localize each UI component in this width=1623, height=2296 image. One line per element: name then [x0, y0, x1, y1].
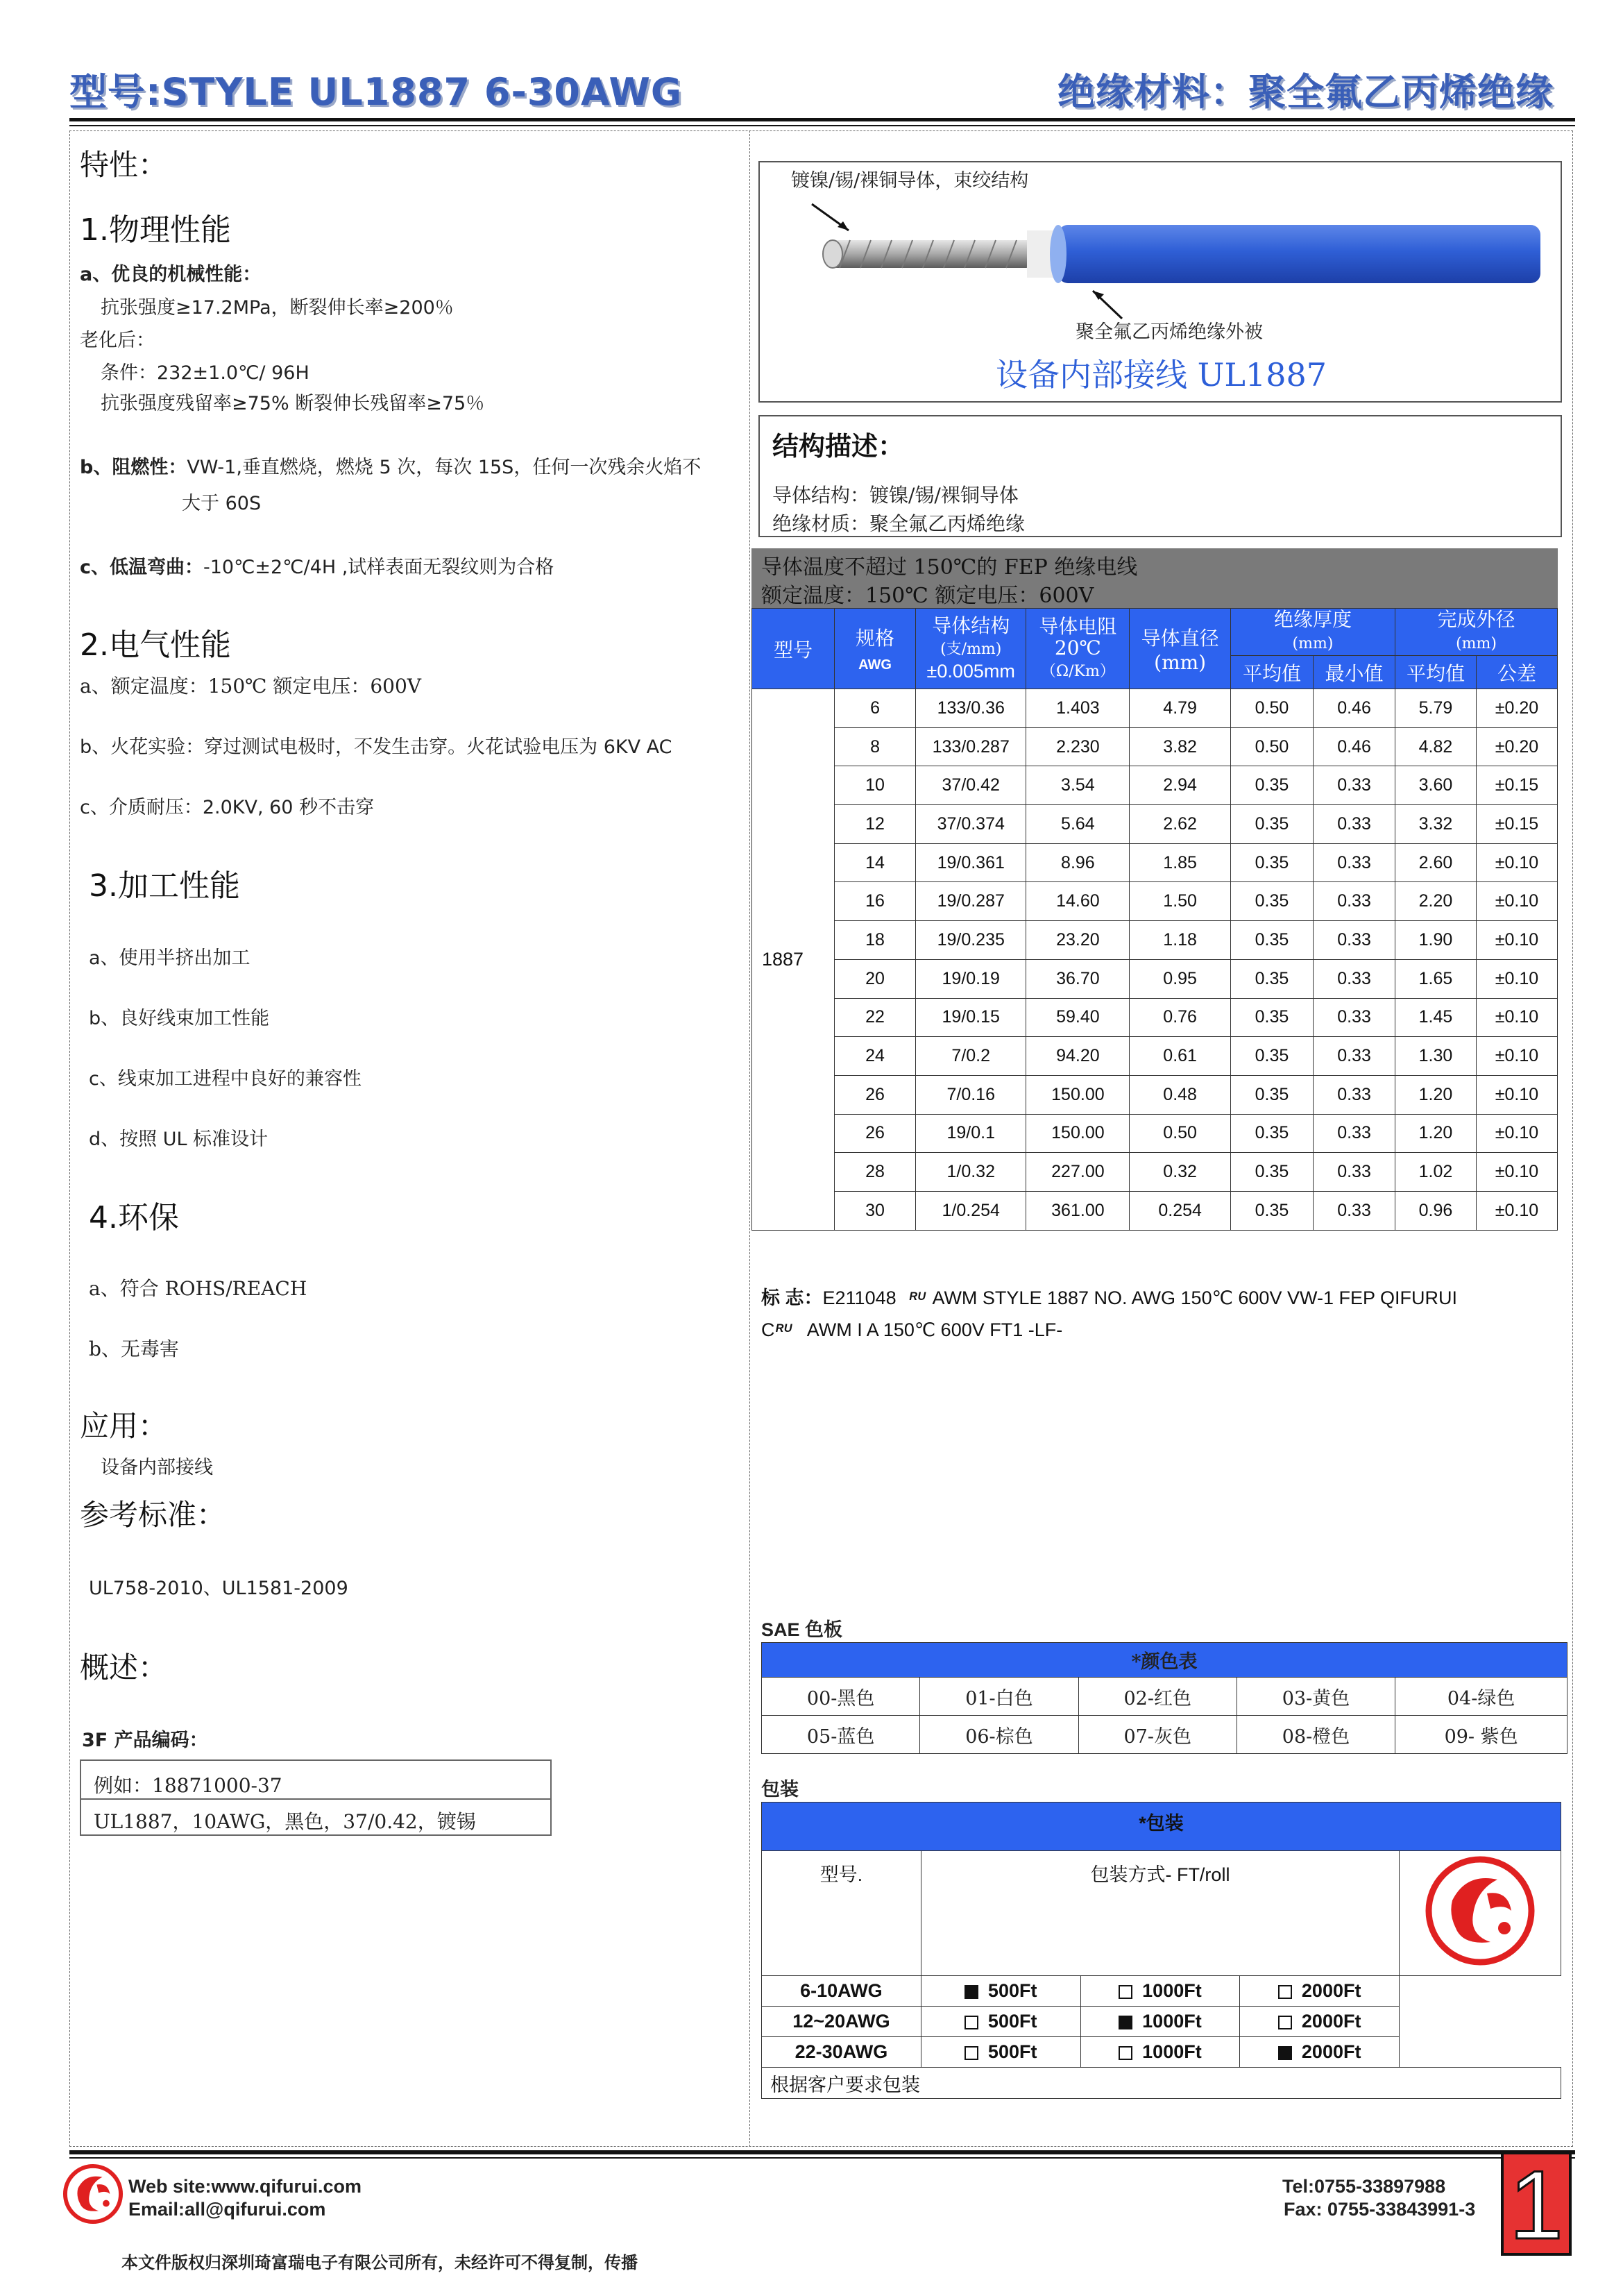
spec-cell: 1.85: [1130, 843, 1231, 882]
spec-cell: 0.35: [1230, 1075, 1313, 1114]
spec-cell: 59.40: [1026, 998, 1130, 1037]
spec-cell: 19/0.15: [916, 998, 1026, 1037]
spec-cell: 0.35: [1230, 959, 1313, 998]
spec-cell: 0.33: [1314, 1191, 1395, 1230]
packing-option-label: 1000Ft: [1142, 1980, 1202, 2001]
spec-cell: 1.18: [1130, 921, 1231, 960]
packing-option: [1080, 1976, 1240, 2007]
sae-color-cell: 06-棕色: [920, 1716, 1078, 1754]
spec-cell: 37/0.374: [916, 805, 1026, 844]
spec-cell: 0.33: [1314, 805, 1395, 844]
spec-cell: 133/0.36: [916, 689, 1026, 728]
packing-row: [762, 1976, 1561, 2007]
spec-cell: 16: [835, 882, 916, 921]
spec-cell: ±0.10: [1476, 882, 1557, 921]
spec-cell: 0.33: [1314, 1037, 1395, 1076]
sae-color-cell: 04-绿色: [1395, 1678, 1567, 1716]
spec-cell: 0.35: [1230, 1114, 1313, 1153]
physical-title: 1.物理性能: [80, 212, 231, 248]
spec-cell: 8: [835, 727, 916, 766]
spec-cell: 22: [835, 998, 916, 1037]
checked-box-icon: [965, 1985, 978, 1999]
packing-row: [762, 2037, 1561, 2068]
environment-a: a、符合 ROHS/REACH: [89, 1277, 307, 1300]
structure-insulation: 绝缘材质：聚全氟乙丙烯绝缘: [772, 512, 1026, 535]
product-code-title: 3F 产品编码：: [82, 1730, 208, 1751]
spec-cell: ±0.10: [1476, 921, 1557, 960]
footer-logo-icon: [61, 2162, 125, 2226]
marking-file: E211048: [822, 1288, 897, 1308]
marking-line2: AWM I A 150℃ 600V FT1 -LF-: [806, 1319, 1063, 1340]
cable-diagram: [758, 161, 1562, 403]
marking-line1: AWM STYLE 1887 NO. AWG 150℃ 600V VW-1 FEP QIFURUI: [932, 1288, 1457, 1308]
spec-cell: 0.32: [1130, 1153, 1231, 1192]
spec-cell: ±0.15: [1476, 805, 1557, 844]
insulation-title: 绝缘材料：聚全氟乙丙烯绝缘: [1057, 70, 1554, 114]
flame-text: VW-1,垂直燃烧，燃烧 5 次，每次 15S，任何一次残余火焰不: [187, 457, 702, 478]
product-code-box: [80, 1759, 552, 1836]
spec-cell: 5.64: [1026, 805, 1130, 844]
packing-option-label: 2000Ft: [1301, 1980, 1361, 2001]
packing-col-model: 型号.: [762, 1851, 921, 1976]
col-od-tol: 公差: [1476, 656, 1557, 689]
sae-color-cell: 08-橙色: [1237, 1716, 1395, 1754]
spec-cell: 23.20: [1026, 921, 1130, 960]
diagram-caption: 设备内部接线 UL1887: [996, 356, 1327, 394]
col-od: 完成外径 (mm): [1395, 609, 1558, 656]
sae-color-cell: 03-黄色: [1237, 1678, 1395, 1716]
spec-cell: 19/0.235: [916, 921, 1026, 960]
footer-fax: Fax: 0755-33843991-3: [1284, 2199, 1476, 2220]
conductor-label: 镀镍/锡/裸铜导体，束绞结构: [791, 170, 1029, 192]
processing-d: d、按照 UL 标准设计: [89, 1129, 269, 1150]
spec-cell: 19/0.1: [916, 1114, 1026, 1153]
aging-condition: 条件：232±1.0℃/ 96H: [101, 362, 309, 384]
spec-cell: 4.82: [1395, 727, 1477, 766]
spec-cell: 2.94: [1130, 766, 1231, 805]
reference-title: 参考标准：: [80, 1498, 226, 1532]
spec-cell: 0.35: [1230, 1191, 1313, 1230]
packing-option: [1240, 1976, 1400, 2007]
structure-conductor: 导体结构：镀镍/锡/裸铜导体: [772, 484, 1019, 507]
packing-option: [1080, 2037, 1240, 2068]
spec-cell: 0.96: [1395, 1191, 1477, 1230]
cold-bend-label: c、低温弯曲：: [80, 557, 204, 578]
spec-cell: 19/0.19: [916, 959, 1026, 998]
column-divider: [749, 130, 750, 2147]
reference-text: UL758-2010、UL1581-2009: [89, 1578, 348, 1599]
sae-color-cell: 07-灰色: [1078, 1716, 1237, 1754]
spec-cell: 0.46: [1314, 727, 1395, 766]
footer-rule-thin: [69, 2157, 1575, 2159]
packing-option-label: 500Ft: [987, 2041, 1037, 2062]
spec-cell: ±0.10: [1476, 998, 1557, 1037]
spec-cell: 30: [835, 1191, 916, 1230]
spec-cell: 0.35: [1230, 1153, 1313, 1192]
spec-cell: 19/0.361: [916, 843, 1026, 882]
spec-cell: 0.95: [1130, 959, 1231, 998]
unchecked-box-icon: [1119, 1985, 1132, 1999]
packing-option-label: 500Ft: [987, 2011, 1037, 2032]
checked-box-icon: [1278, 2046, 1292, 2060]
spec-cell: 1/0.32: [916, 1153, 1026, 1192]
page-number: 1: [1509, 2150, 1563, 2259]
spec-cell: 1.65: [1395, 959, 1477, 998]
footer-copyright: 本文件版权归深圳琦富瑞电子有限公司所有，未经许可不得复制，传播: [121, 2253, 638, 2272]
spec-cell: 14: [835, 843, 916, 882]
footer-website: Web site:www.qifurui.com: [128, 2176, 362, 2197]
packing-header: *包装: [762, 1803, 1561, 1851]
spec-row: [752, 843, 1558, 882]
spec-cell: 0.35: [1230, 1037, 1313, 1076]
spec-cell: 3.54: [1026, 766, 1130, 805]
spec-cell: 20: [835, 959, 916, 998]
model-title: 型号:STYLE UL1887 6-30AWG: [69, 70, 683, 114]
spec-cell: ±0.10: [1476, 843, 1557, 882]
sae-color-cell: 02-红色: [1078, 1678, 1237, 1716]
cold-bend-text: -10℃±2℃/4H ,试样表面无裂纹则为合格: [203, 557, 554, 578]
col-gauge: 规格 AWG: [835, 609, 916, 689]
spec-cell: ±0.20: [1476, 689, 1557, 728]
ul-logo-icon: ᴿᵁ: [908, 1290, 926, 1308]
spec-cell: 2.62: [1130, 805, 1231, 844]
product-code-example: 例如：18871000-37: [94, 1774, 282, 1797]
packing-option: [921, 2037, 1080, 2068]
header-rule-thin: [69, 125, 1575, 126]
marking-line2-prefix: C: [761, 1319, 775, 1340]
packing-option: [1080, 2007, 1240, 2037]
structure-title: 结构描述：: [772, 431, 905, 462]
footer-email: Email:all@qifurui.com: [128, 2199, 326, 2220]
spec-cell: ±0.20: [1476, 727, 1557, 766]
unchecked-box-icon: [1119, 2046, 1132, 2060]
spec-cell: 18: [835, 921, 916, 960]
sae-header: *颜色表: [762, 1643, 1567, 1678]
features-title: 特性：: [80, 148, 168, 182]
spec-cell: 0.76: [1130, 998, 1231, 1037]
spec-row: [752, 959, 1558, 998]
col-structure: 导体结构 (支/mm) ±0.005mm: [916, 609, 1026, 689]
spec-cell: 361.00: [1026, 1191, 1130, 1230]
spec-cell: ±0.10: [1476, 1114, 1557, 1153]
packing-option-label: 2000Ft: [1301, 2041, 1361, 2062]
spec-cell: 0.35: [1230, 921, 1313, 960]
spec-banner-line1: 导体温度不超过 150℃的 FEP 绝缘电线: [761, 555, 1138, 580]
footer-tel: Tel:0755-33897988: [1282, 2176, 1446, 2197]
spec-row: [752, 1075, 1558, 1114]
spec-cell: 1/0.254: [916, 1191, 1026, 1230]
spec-row: [752, 727, 1558, 766]
col-ins-min: 最小值: [1314, 656, 1395, 689]
spec-cell: 0.33: [1314, 1153, 1395, 1192]
packing-title: 包装: [761, 1779, 799, 1800]
col-insulation: 绝缘厚度 (mm): [1230, 609, 1395, 656]
spec-cell: 227.00: [1026, 1153, 1130, 1192]
spec-cell: 14.60: [1026, 882, 1130, 921]
unchecked-box-icon: [1278, 2016, 1292, 2029]
processing-c: c、线束加工进程中良好的兼容性: [89, 1068, 362, 1090]
packing-option: [921, 2007, 1080, 2037]
page-number-box: [1501, 2150, 1572, 2259]
spec-cell: ±0.15: [1476, 766, 1557, 805]
spec-cell: ±0.10: [1476, 1075, 1557, 1114]
spec-row: [752, 1191, 1558, 1230]
spec-cell: 2.230: [1026, 727, 1130, 766]
packing-col-method: 包装方式- FT/roll: [921, 1851, 1399, 1976]
spec-cell: 150.00: [1026, 1114, 1130, 1153]
electrical-c: c、介质耐压：2.0KV, 60 秒不击穿: [80, 797, 375, 818]
spec-model-cell: 1887: [752, 689, 835, 1231]
spec-cell: 0.50: [1230, 727, 1313, 766]
electrical-a: a、额定温度：150℃ 额定电压：600V: [80, 675, 422, 698]
footer-rule-thick: [69, 2150, 1575, 2154]
col-od-avg: 平均值: [1395, 656, 1477, 689]
spec-row: [752, 998, 1558, 1037]
cul-logo-icon: ᴿᵁ: [774, 1322, 792, 1340]
packing-option-label: 500Ft: [987, 1980, 1037, 2001]
unchecked-box-icon: [965, 2016, 978, 2029]
spec-cell: 150.00: [1026, 1075, 1130, 1114]
processing-a: a、使用半挤出加工: [89, 947, 250, 969]
packing-option: [1240, 2007, 1400, 2037]
spec-cell: 0.35: [1230, 766, 1313, 805]
col-ins-avg: 平均值: [1230, 656, 1313, 689]
spec-cell: 1.90: [1395, 921, 1477, 960]
spec-cell: 1.20: [1395, 1075, 1477, 1114]
spec-cell: 0.35: [1230, 843, 1313, 882]
aging-label: 老化后：: [80, 330, 155, 351]
spec-cell: 7/0.2: [916, 1037, 1026, 1076]
spec-cell: 0.33: [1314, 882, 1395, 921]
sae-color-cell: 09- 紫色: [1395, 1716, 1567, 1754]
flame-text-2: 大于 60S: [182, 493, 262, 514]
sae-color-cell: 05-蓝色: [762, 1716, 920, 1754]
spec-cell: 0.33: [1314, 1075, 1395, 1114]
spec-cell: 24: [835, 1037, 916, 1076]
overview-title: 概述：: [80, 1651, 168, 1685]
product-code-desc: UL1887，10AWG，黑色，37/0.42，镀锡: [94, 1810, 476, 1833]
spec-row: [752, 1114, 1558, 1153]
spec-cell: 8.96: [1026, 843, 1130, 882]
packing-model: 22-30AWG: [762, 2037, 921, 2068]
spec-banner: [751, 548, 1558, 608]
processing-b: b、良好线束加工性能: [89, 1008, 270, 1029]
spec-cell: 12: [835, 805, 916, 844]
sae-color-cell: 00-黑色: [762, 1678, 920, 1716]
spec-cell: 0.33: [1314, 998, 1395, 1037]
packing-option-label: 2000Ft: [1301, 2011, 1361, 2032]
spec-cell: 0.33: [1314, 1114, 1395, 1153]
spec-cell: 0.33: [1314, 843, 1395, 882]
spec-cell: 1.50: [1130, 882, 1231, 921]
spec-table: [751, 608, 1558, 1231]
spec-cell: 1.30: [1395, 1037, 1477, 1076]
spec-cell: 94.20: [1026, 1037, 1130, 1076]
packing-option: [921, 1976, 1080, 2007]
packing-row: [762, 2007, 1561, 2037]
spec-cell: ±0.10: [1476, 1191, 1557, 1230]
spec-row: [752, 1037, 1558, 1076]
sae-color-cell: 01-白色: [920, 1678, 1078, 1716]
aging-retention: 抗张强度残留率≥75% 断裂伸长残留率≥75％: [101, 393, 485, 414]
spec-row: [752, 766, 1558, 805]
col-model: 型号: [752, 609, 835, 689]
structure-box: [758, 415, 1562, 537]
spec-cell: 0.33: [1314, 959, 1395, 998]
spec-cell: 26: [835, 1114, 916, 1153]
processing-title: 3.加工性能: [89, 868, 240, 904]
spec-cell: ±0.10: [1476, 959, 1557, 998]
spec-cell: 7/0.16: [916, 1075, 1026, 1114]
logo-cell: [1400, 1851, 1561, 1976]
spec-cell: 133/0.287: [916, 727, 1026, 766]
spec-cell: 0.254: [1130, 1191, 1231, 1230]
fep-jacket: [1058, 225, 1540, 283]
spec-cell: 4.79: [1130, 689, 1231, 728]
mechanical-title: a、优良的机械性能：: [80, 264, 262, 285]
spec-cell: 19/0.287: [916, 882, 1026, 921]
conductor-end: [823, 240, 842, 268]
spec-cell: 5.79: [1395, 689, 1477, 728]
application-text: 设备内部接线: [101, 1457, 213, 1478]
spec-row: [752, 1153, 1558, 1192]
spec-cell: 3.32: [1395, 805, 1477, 844]
spec-cell: 1.45: [1395, 998, 1477, 1037]
spec-cell: 37/0.42: [916, 766, 1026, 805]
spec-cell: 0.35: [1230, 805, 1313, 844]
spec-cell: 0.35: [1230, 882, 1313, 921]
jacket-label: 聚全氟乙丙烯绝缘外被: [1076, 321, 1263, 343]
packing-option-label: 1000Ft: [1142, 2041, 1202, 2062]
spec-cell: 0.35: [1230, 998, 1313, 1037]
col-diameter: 导体直径(mm): [1130, 609, 1231, 689]
electrical-b: b、火花实验：穿过测试电极时，不发生击穿。火花试验电压为 6KV AC: [80, 736, 672, 758]
spec-cell: 1.02: [1395, 1153, 1477, 1192]
spec-cell: 3.60: [1395, 766, 1477, 805]
mechanical-line: 抗张强度≥17.2MPa，断裂伸长率≥200％: [101, 297, 454, 319]
spec-cell: 0.33: [1314, 921, 1395, 960]
spec-cell: 6: [835, 689, 916, 728]
electrical-title: 2.电气性能: [80, 627, 231, 663]
sae-color-table: [761, 1642, 1567, 1754]
application-title: 应用：: [80, 1409, 168, 1443]
spec-cell: 0.33: [1314, 766, 1395, 805]
packing-option: [1240, 2037, 1400, 2068]
spec-cell: 28: [835, 1153, 916, 1192]
col-resistance: 导体电阻 20℃ （Ω/Km）: [1026, 609, 1130, 689]
spec-cell: 0.50: [1230, 689, 1313, 728]
unchecked-box-icon: [1278, 1985, 1292, 1999]
spec-cell: 1.20: [1395, 1114, 1477, 1153]
environment-title: 4.环保: [89, 1200, 179, 1235]
packing-table: [761, 1802, 1561, 2099]
packing-option-label: 1000Ft: [1142, 2011, 1202, 2032]
spec-cell: 0.61: [1130, 1037, 1231, 1076]
spec-cell: 0.46: [1314, 689, 1395, 728]
sae-title: SAE 色板: [761, 1619, 843, 1640]
spec-cell: 2.60: [1395, 843, 1477, 882]
spec-cell: 0.48: [1130, 1075, 1231, 1114]
marking-label: 标 志：: [761, 1288, 823, 1308]
packing-model: 12~20AWG: [762, 2007, 921, 2037]
environment-b: b、无毒害: [89, 1337, 179, 1360]
spec-cell: 10: [835, 766, 916, 805]
spec-cell: 0.50: [1130, 1114, 1231, 1153]
spec-cell: ±0.10: [1476, 1153, 1557, 1192]
flame-label: b、阻燃性：: [80, 457, 187, 478]
spec-cell: 2.20: [1395, 882, 1477, 921]
spec-row: [752, 689, 1558, 728]
spec-row: [752, 805, 1558, 844]
header-rule-thick: [69, 118, 1575, 121]
spec-cell: 1.403: [1026, 689, 1130, 728]
spec-cell: 26: [835, 1075, 916, 1114]
spec-row: [752, 921, 1558, 960]
company-logo-icon: [1421, 1852, 1539, 1970]
spec-cell: 3.82: [1130, 727, 1231, 766]
marking-text: [761, 1283, 1559, 1347]
unchecked-box-icon: [965, 2046, 978, 2060]
packing-note: 根据客户要求包装: [762, 2068, 1561, 2099]
spec-row: [752, 882, 1558, 921]
spec-cell: 36.70: [1026, 959, 1130, 998]
spec-cell: ±0.10: [1476, 1037, 1557, 1076]
packing-model: 6-10AWG: [762, 1976, 921, 2007]
checked-box-icon: [1119, 2016, 1132, 2029]
spec-banner-line2: 额定温度：150℃ 额定电压：600V: [761, 584, 1094, 608]
